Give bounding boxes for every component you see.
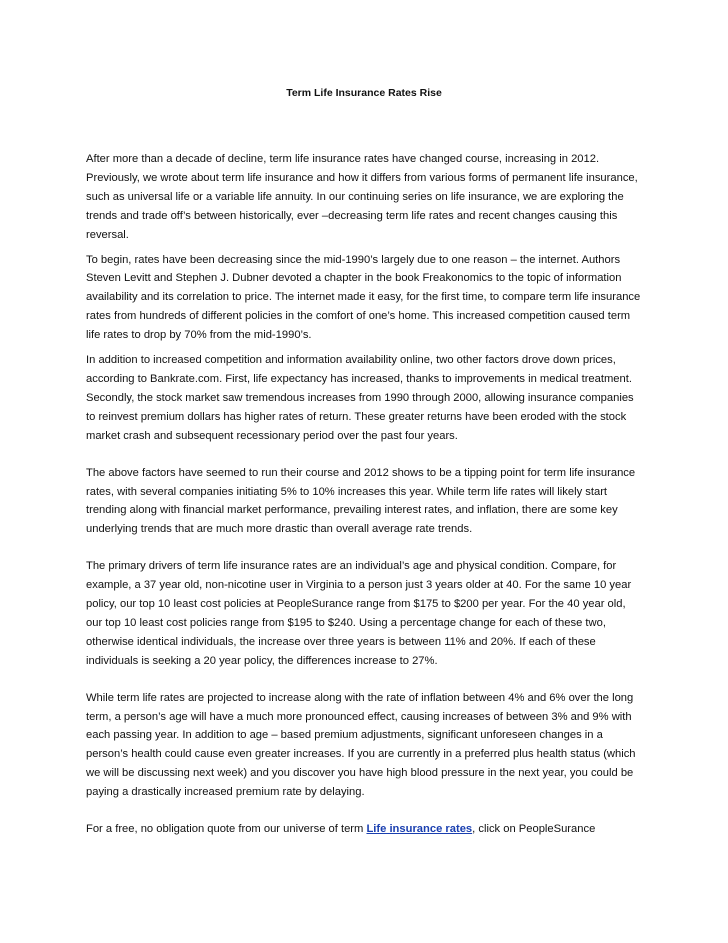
paragraph-quote-cta — [86, 820, 642, 839]
paragraph-internet: To begin, rates have been decreasing since the mid-1990’s largely due to one reason – the internet. Authors Steven Levitt and Stephen J. Dubner devoted a chapter in the book Freakonomics to the topic of information availability and its correlation to price. The internet made it easy, for the first time, to compare term life insurance rates from hundreds of different policies in the comfort of one’s home. This increased competition caused term life rates to drop by 70% from the mid-1990’s. — [86, 253, 641, 342]
paragraph-other-factors: In addition to increased competition and information availability online, two other factors drove down prices, according to Bankrate.com. First, life expectancy has increased, thanks to improvements in medical treatment. Secondly, the stock market saw tremendous increases from 1990 through 2000, allowing insurance companies to reinvest premium dollars has higher rates of return. These greater returns have been eroded with the stock market crash and subsequent recessionary period over the past four years. — [86, 354, 634, 442]
paragraph-primary-drivers: The primary drivers of term life insurance rates are an individual’s age and physical condition. Compare, for example, a 37 year old, non-nicotine user in Virginia to a person just 3 years older at 40. For the same 10 year policy, our top 10 least cost policies at PeopleSurance range from $175 to $200 per year. For the 40 year old, our top 10 least cost policies range from $195 to $240. Using a percentage change for each of these two, otherwise identical individuals, the increase over three years is between 11% and 20%. If each of these individuals is seeking a 20 year policy, the differences increase to 27%. — [86, 560, 632, 667]
cta-text-after: , click on PeopleSurance — [472, 823, 596, 836]
document-title: Term Life Insurance Rates Rise — [286, 87, 442, 99]
cta-text-before: For a free, no obligation quote from our universe of term — [86, 823, 367, 836]
life-insurance-rates-link[interactable]: Life insurance rates — [366, 823, 473, 836]
paragraph-tipping-point: The above factors have seemed to run their course and 2012 shows to be a tipping point for term life insurance rates, with several companies initiating 5% to 10% increases this year. While term life rates will likely start trending along with financial market performance, prevailing interest rates, and inflation, there are some key underlying trends that are much more drastic than overall average rate trends. — [86, 466, 636, 536]
paragraph-intro: After more than a decade of decline, term life insurance rates have changed course, increasing in 2012. Previously, we wrote about term life insurance and how it differs from various forms of permanent life insurance, such as universal life or a variable life annuity. In our continuing series on life insurance, we are exploring the trends and trade off’s between historically, ever –decreasing term life rates and recent changes causing this reversal. — [86, 153, 638, 241]
document-body — [86, 150, 642, 845]
paragraph-projections: While term life rates are projected to increase along with the rate of inflation between 4% and 6% over the long term, a person’s age will have a much more pronounced effect, causing increases of between 3% and 9% with each passing year. In addition to age – based premium adjustments, significant unforeseen changes in a person’s health could cause even greater increases. If you are currently in a preferred plus health status (which we will be discussing next week) and you discover you have high blood pressure in the next year, you could be paying a drastically increased premium rate by delaying. — [86, 691, 636, 799]
